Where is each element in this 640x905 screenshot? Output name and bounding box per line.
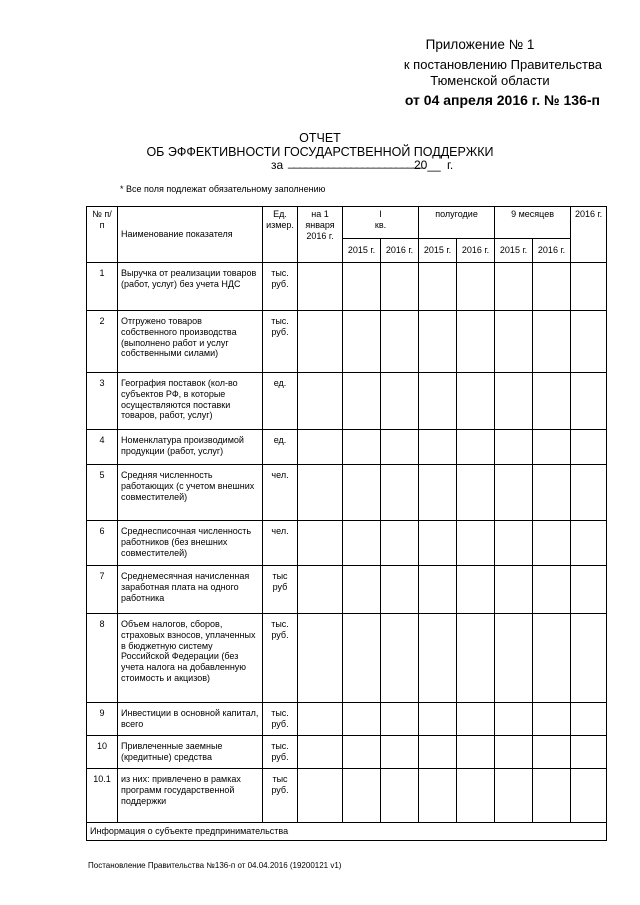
- value-cell[interactable]: [533, 614, 571, 703]
- value-cell[interactable]: [571, 521, 607, 566]
- value-cell[interactable]: [457, 263, 495, 311]
- value-cell[interactable]: [571, 465, 607, 521]
- value-cell[interactable]: [457, 465, 495, 521]
- value-cell[interactable]: [298, 769, 343, 823]
- row-num: 4: [87, 430, 118, 465]
- row-unit: тыс. руб.: [263, 311, 298, 373]
- appendix-region: Тюменской области: [430, 73, 550, 88]
- row-num: 7: [87, 566, 118, 614]
- value-cell[interactable]: [495, 430, 533, 465]
- value-cell[interactable]: [571, 263, 607, 311]
- value-cell[interactable]: [343, 769, 381, 823]
- value-cell[interactable]: [381, 769, 419, 823]
- value-cell[interactable]: [533, 465, 571, 521]
- table-row: [87, 311, 607, 373]
- value-cell[interactable]: [381, 263, 419, 311]
- value-cell[interactable]: [571, 430, 607, 465]
- row-name: Привлеченные заемные (кредитные) средства: [118, 736, 263, 769]
- value-cell[interactable]: [343, 614, 381, 703]
- row-unit: ед.: [263, 373, 298, 430]
- value-cell[interactable]: [419, 465, 457, 521]
- value-cell[interactable]: [571, 311, 607, 373]
- value-cell[interactable]: [533, 263, 571, 311]
- row-unit: чел.: [263, 521, 298, 566]
- value-cell[interactable]: [495, 614, 533, 703]
- row-num: 10.1: [87, 769, 118, 823]
- sub-q1-2015: 2015 г.: [343, 239, 381, 263]
- value-cell[interactable]: [457, 614, 495, 703]
- value-cell[interactable]: [298, 311, 343, 373]
- value-cell[interactable]: [419, 430, 457, 465]
- value-cell[interactable]: [419, 614, 457, 703]
- row-num: 3: [87, 373, 118, 430]
- period-year: 20__: [414, 158, 441, 172]
- value-cell[interactable]: [571, 736, 607, 769]
- row-unit: тыс. руб.: [263, 614, 298, 703]
- report-table: [86, 206, 607, 841]
- value-cell[interactable]: [419, 521, 457, 566]
- value-cell[interactable]: [381, 465, 419, 521]
- value-cell[interactable]: [495, 521, 533, 566]
- sub-q1-2016: 2016 г.: [381, 239, 419, 263]
- row-name: Среднесписочная численность работников (без внешних совместителей): [118, 521, 263, 566]
- table-row: [87, 614, 607, 703]
- row-num: 6: [87, 521, 118, 566]
- value-cell[interactable]: [343, 736, 381, 769]
- appendix-number: Приложение № 1: [425, 37, 535, 52]
- value-cell[interactable]: [457, 736, 495, 769]
- row-unit: тыс. руб.: [263, 263, 298, 311]
- value-cell[interactable]: [533, 736, 571, 769]
- document-footer: Постановление Правительства №136-п от 04.04.2016 (19200121 v1): [88, 861, 342, 870]
- value-cell[interactable]: [343, 566, 381, 614]
- value-cell[interactable]: [419, 263, 457, 311]
- row-num: 8: [87, 614, 118, 703]
- value-cell[interactable]: [457, 769, 495, 823]
- row-name: Объем налогов, сборов, страховых взносов, уплаченных в бюджетную систему Российской Федерации (без учета налога на добавленную стоимость и акцизов): [118, 614, 263, 703]
- table-row: [87, 465, 607, 521]
- header-q1-roman: I: [379, 209, 382, 219]
- value-cell[interactable]: [298, 373, 343, 430]
- required-fields-note: * Все поля подлежат обязательному заполнению: [120, 184, 326, 194]
- value-cell[interactable]: [533, 703, 571, 736]
- value-cell[interactable]: [419, 769, 457, 823]
- value-cell[interactable]: [298, 736, 343, 769]
- report-subtitle: ОБ ЭФФЕКТИВНОСТИ ГОСУДАРСТВЕННОЙ ПОДДЕРЖКИ: [146, 145, 494, 159]
- row-unit: чел.: [263, 465, 298, 521]
- table-row: [87, 373, 607, 430]
- header-half: полугодие: [419, 207, 495, 239]
- value-cell[interactable]: [495, 769, 533, 823]
- period-za: за: [271, 158, 284, 172]
- value-cell[interactable]: [343, 311, 381, 373]
- row-unit: тыс руб.: [263, 769, 298, 823]
- row-name: Отгружено товаров собственного производства (выполнено работ и услуг собственными силами): [118, 311, 263, 373]
- sub-half-2016: 2016 г.: [457, 239, 495, 263]
- info-row-label: Информация о субъекте предпринимательства: [87, 823, 607, 841]
- value-cell[interactable]: [495, 465, 533, 521]
- value-cell[interactable]: [343, 521, 381, 566]
- value-cell[interactable]: [419, 566, 457, 614]
- row-num: 1: [87, 263, 118, 311]
- header-jan: на 1 января 2016 г.: [298, 207, 343, 263]
- row-name: Инвестиции в основной капитал, всего: [118, 703, 263, 736]
- report-title: ОТЧЕТ: [299, 131, 341, 145]
- value-cell[interactable]: [381, 703, 419, 736]
- value-cell[interactable]: [457, 566, 495, 614]
- header-num: № п/п: [87, 207, 118, 263]
- value-cell[interactable]: [533, 373, 571, 430]
- row-num: 5: [87, 465, 118, 521]
- value-cell[interactable]: [495, 263, 533, 311]
- value-cell[interactable]: [533, 521, 571, 566]
- value-cell[interactable]: [343, 465, 381, 521]
- header-name: Наименование показателя: [118, 207, 263, 263]
- row-unit: тыс руб: [263, 566, 298, 614]
- row-unit: тыс. руб.: [263, 736, 298, 769]
- value-cell[interactable]: [419, 373, 457, 430]
- table-header-row: [87, 207, 607, 239]
- value-cell[interactable]: [571, 769, 607, 823]
- value-cell[interactable]: [571, 566, 607, 614]
- header-q1: [343, 207, 419, 239]
- row-unit: тыс. руб.: [263, 703, 298, 736]
- value-cell[interactable]: [495, 373, 533, 430]
- table-row: [87, 430, 607, 465]
- value-cell[interactable]: [457, 703, 495, 736]
- row-name: Выручка от реализации товаров (работ, услуг) без учета НДС: [118, 263, 263, 311]
- value-cell[interactable]: [381, 736, 419, 769]
- appendix-resolution: к постановлению Правительства: [403, 57, 602, 72]
- value-cell[interactable]: [298, 465, 343, 521]
- value-cell[interactable]: [343, 430, 381, 465]
- row-unit: ед.: [263, 430, 298, 465]
- value-cell[interactable]: [457, 521, 495, 566]
- value-cell[interactable]: [457, 311, 495, 373]
- value-cell[interactable]: [571, 614, 607, 703]
- value-cell[interactable]: [381, 566, 419, 614]
- value-cell[interactable]: [298, 521, 343, 566]
- value-cell[interactable]: [298, 703, 343, 736]
- sub-nine-2015: 2015 г.: [495, 239, 533, 263]
- row-name: Номенклатура производимой продукции (работ, услуг): [118, 430, 263, 465]
- value-cell[interactable]: [533, 566, 571, 614]
- info-row: [87, 823, 607, 841]
- header-nine: 9 месяцев: [495, 207, 571, 239]
- period-blank: ________________________: [288, 155, 425, 169]
- period-year-suffix: г.: [447, 158, 454, 172]
- table-row: [87, 263, 607, 311]
- row-name: Среднемесячная начисленная заработная плата на одного работника: [118, 566, 263, 614]
- value-cell[interactable]: [495, 703, 533, 736]
- sub-nine-2016: 2016 г.: [533, 239, 571, 263]
- row-name: Средняя численность работающих (с учетом внешних совместителей): [118, 465, 263, 521]
- value-cell[interactable]: [343, 373, 381, 430]
- sub-half-2015: 2015 г.: [419, 239, 457, 263]
- value-cell[interactable]: [298, 430, 343, 465]
- value-cell[interactable]: [298, 614, 343, 703]
- appendix-date: от 04 апреля 2016 г. № 136-п: [404, 92, 600, 108]
- row-name: из них: привлечено в рамках программ государственной поддержки: [118, 769, 263, 823]
- table-row: [87, 521, 607, 566]
- value-cell[interactable]: [381, 614, 419, 703]
- value-cell[interactable]: [571, 373, 607, 430]
- value-cell[interactable]: [571, 703, 607, 736]
- value-cell[interactable]: [457, 373, 495, 430]
- table-row: [87, 736, 607, 769]
- value-cell[interactable]: [298, 263, 343, 311]
- value-cell[interactable]: [381, 521, 419, 566]
- row-num: 10: [87, 736, 118, 769]
- value-cell[interactable]: [495, 311, 533, 373]
- header-q1-kv: кв.: [374, 219, 387, 230]
- value-cell[interactable]: [343, 703, 381, 736]
- table-row: [87, 566, 607, 614]
- value-cell[interactable]: [533, 311, 571, 373]
- row-num: 2: [87, 311, 118, 373]
- value-cell[interactable]: [381, 430, 419, 465]
- row-name: География поставок (кол-во субъектов РФ, в которые осуществляются поставки товаров, работ, услуг): [118, 373, 263, 430]
- value-cell[interactable]: [495, 566, 533, 614]
- value-cell[interactable]: [343, 263, 381, 311]
- value-cell[interactable]: [298, 566, 343, 614]
- table-row: [87, 703, 607, 736]
- value-cell[interactable]: [533, 769, 571, 823]
- value-cell[interactable]: [457, 430, 495, 465]
- value-cell[interactable]: [381, 311, 419, 373]
- value-cell[interactable]: [419, 703, 457, 736]
- value-cell[interactable]: [533, 430, 571, 465]
- value-cell[interactable]: [419, 311, 457, 373]
- header-2016: 2016 г.: [571, 207, 607, 263]
- header-unit: Ед. измер.: [263, 207, 298, 263]
- value-cell[interactable]: [419, 736, 457, 769]
- value-cell[interactable]: [381, 373, 419, 430]
- value-cell[interactable]: [495, 736, 533, 769]
- row-num: 9: [87, 703, 118, 736]
- table-row: [87, 769, 607, 823]
